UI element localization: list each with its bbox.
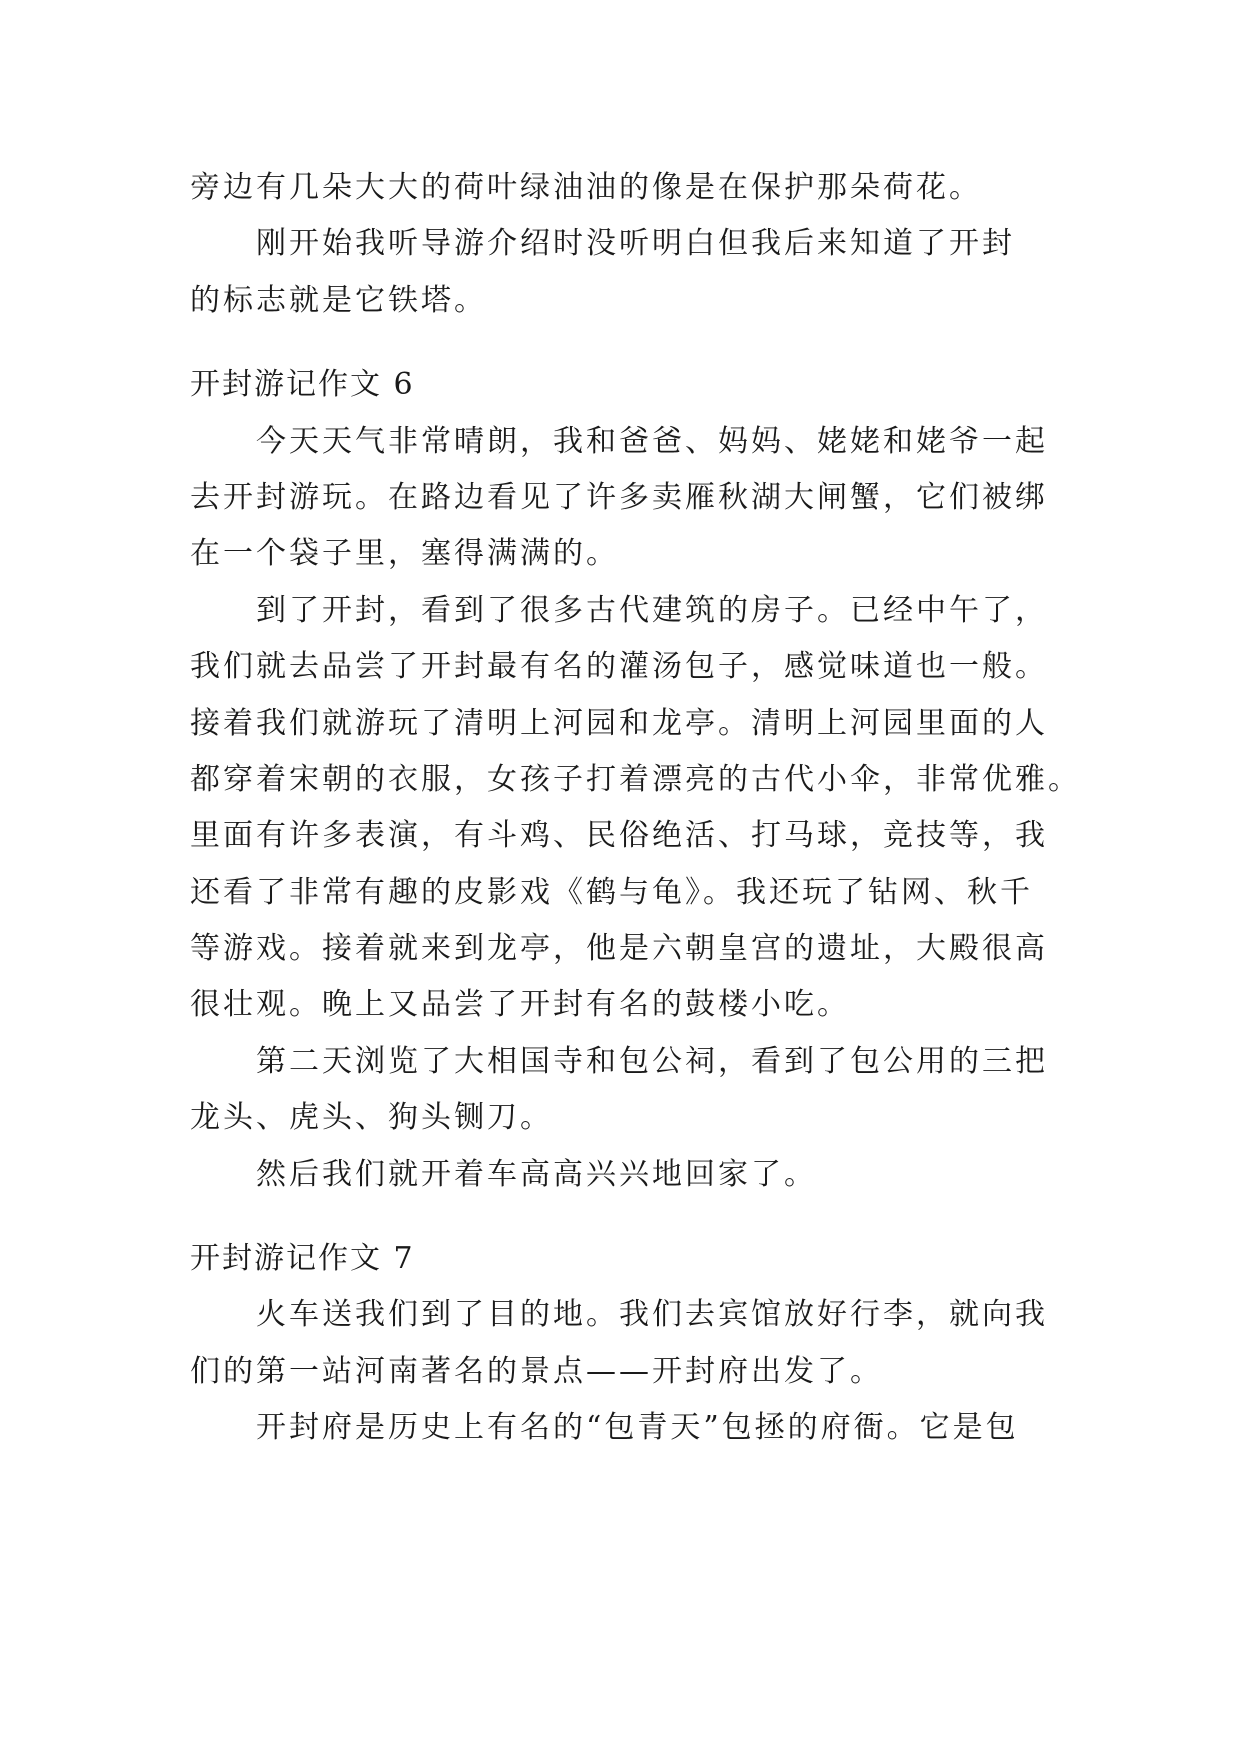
paragraph-line: 今天天气非常晴朗，我和爸爸、妈妈、姥姥和姥爷一起 bbox=[256, 423, 1048, 459]
paragraph-line: 接着我们就游玩了清明上河园和龙亭。清明上河园里面的人 bbox=[190, 705, 1048, 741]
paragraph-line: 旁边有几朵大大的荷叶绿油油的像是在保护那朵荷花。 bbox=[190, 170, 982, 205]
section-gap bbox=[190, 1203, 1070, 1231]
paragraph-line: 刚开始我听导游介绍时没听明白但我后来知道了开封 bbox=[256, 226, 1015, 262]
section-title-7: 开封游记作文 7 bbox=[190, 1241, 415, 1277]
paragraph-line: 火车送我们到了目的地。我们去宾馆放好行李，就向我 bbox=[256, 1297, 1048, 1333]
document-body bbox=[190, 160, 1081, 1457]
paragraph-line: 我们就去品尝了开封最有名的灌汤包子，感觉味道也一般。 bbox=[190, 649, 1048, 685]
paragraph-line: 等游戏。接着就来到龙亭，他是六朝皇宫的遗址，大殿很高 bbox=[190, 931, 1048, 967]
paragraph-line: 还看了非常有趣的皮影戏《鹤与龟》。我还玩了钻网、秋千 bbox=[190, 874, 1033, 910]
paragraph-line: 龙头、虎头、狗头铡刀。 bbox=[190, 1100, 553, 1136]
section-gap bbox=[190, 329, 1070, 357]
paragraph-line: 很壮观。晚上又品尝了开封有名的鼓楼小吃。 bbox=[190, 987, 850, 1023]
paragraph-line: 都穿着宋朝的衣服，女孩子打着漂亮的古代小伞，非常优雅。 bbox=[190, 761, 1081, 797]
paragraph-line: 里面有许多表演，有斗鸡、民俗绝活、打马球，竞技等，我 bbox=[190, 818, 1048, 854]
paragraph-line: 开封府是历史上有名的“包青天”包拯的府衙。它是包 bbox=[256, 1410, 1019, 1446]
paragraph-line: 然后我们就开着车高高兴兴地回家了。 bbox=[256, 1156, 817, 1192]
paragraph-line: 们的第一站河南著名的景点——开封府出发了。 bbox=[190, 1353, 883, 1389]
paragraph-line: 在一个袋子里，塞得满满的。 bbox=[190, 536, 619, 572]
section-title-6: 开封游记作文 6 bbox=[190, 367, 415, 403]
paragraph-line: 到了开封，看到了很多古代建筑的房子。已经中午了， bbox=[256, 592, 1048, 628]
paragraph-line: 第二天浏览了大相国寺和包公祠，看到了包公用的三把 bbox=[256, 1043, 1048, 1079]
paragraph-line: 去开封游玩。在路边看见了许多卖雁秋湖大闸蟹，它们被绑 bbox=[190, 479, 1048, 515]
paragraph-line: 的标志就是它铁塔。 bbox=[190, 282, 487, 318]
